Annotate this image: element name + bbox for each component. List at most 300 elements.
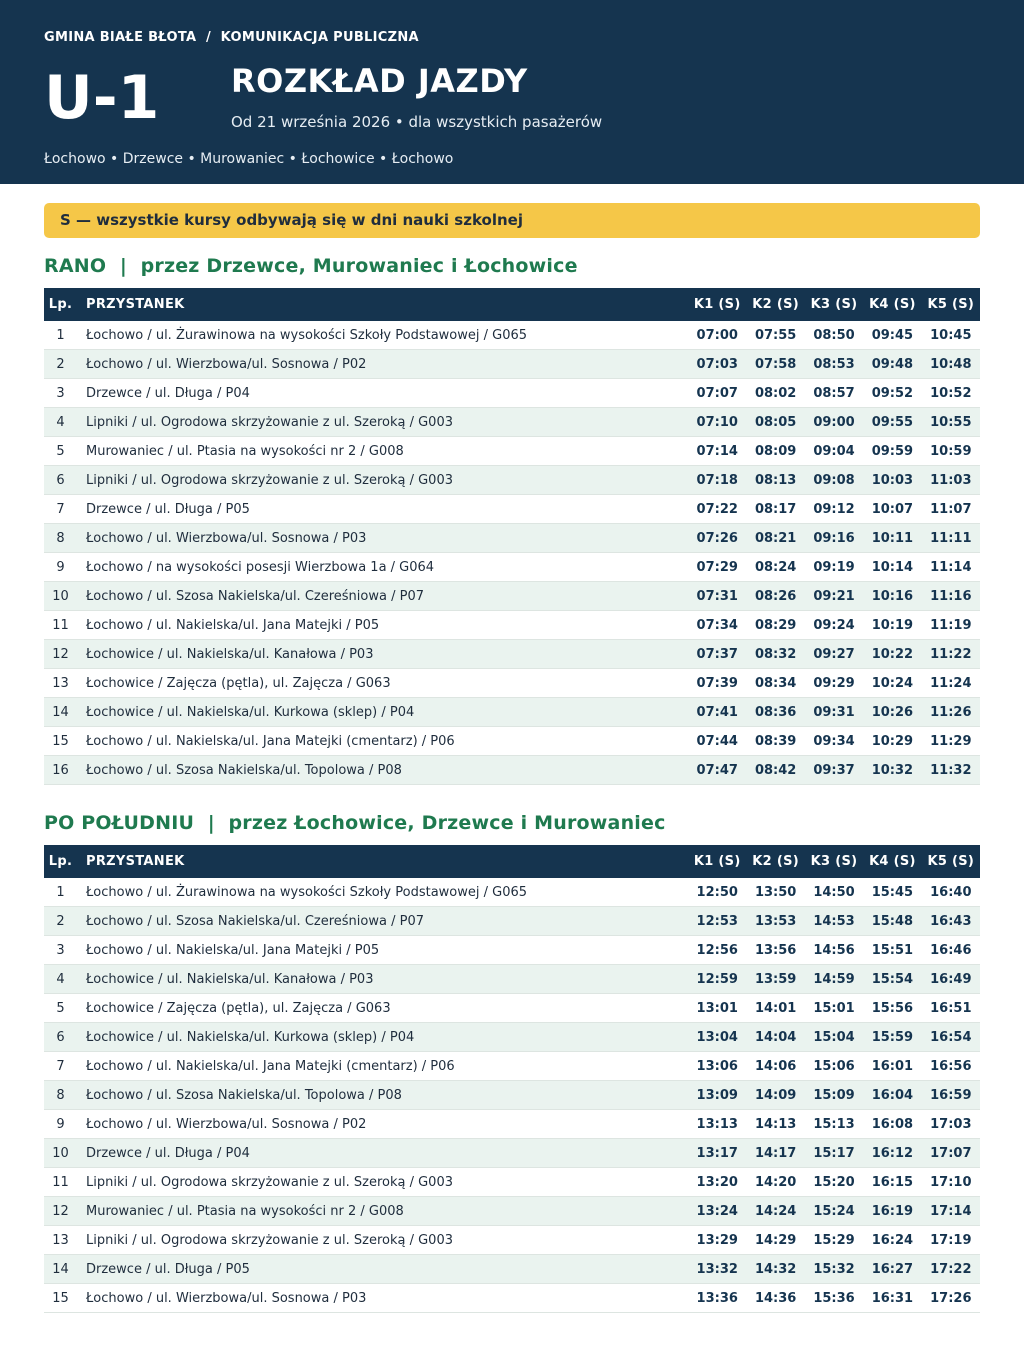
school-days-notice: S — wszystkie kursy odbywają się w dni nauki szkolnej [44,203,980,238]
departure-time: 14:20 [746,1168,804,1197]
departure-time: 13:09 [688,1081,746,1110]
row-spacer [77,524,86,553]
departure-time: 09:45 [863,321,921,350]
stop-name: Murowaniec / ul. Ptasia na wysokości nr 2 / G008 [86,1197,688,1226]
row-number: 14 [44,1255,77,1284]
row-spacer [77,437,86,466]
departure-time: 09:19 [805,553,863,582]
departure-time: 07:00 [688,321,746,350]
departure-time: 13:59 [746,965,804,994]
departure-time: 07:22 [688,495,746,524]
departure-time: 11:26 [922,698,980,727]
row-number: 4 [44,408,77,437]
departure-time: 13:20 [688,1168,746,1197]
stop-name: Lipniki / ul. Ogrodowa skrzyżowanie z ul. Szeroką / G003 [86,1168,688,1197]
departure-time: 10:19 [863,611,921,640]
departure-time: 11:03 [922,466,980,495]
departure-time: 13:56 [746,936,804,965]
stop-name: Łochowice / Zajęcza (pętla), ul. Zajęcza / G063 [86,669,688,698]
column-header-trip: K1 (S) [688,288,746,321]
departure-time: 16:40 [922,878,980,907]
row-number: 2 [44,907,77,936]
row-number: 9 [44,1110,77,1139]
departure-time: 14:32 [746,1255,804,1284]
departure-time: 07:39 [688,669,746,698]
departure-time: 16:24 [863,1226,921,1255]
stop-name: Łochowo / ul. Szosa Nakielska/ul. Topolowa / P08 [86,756,688,785]
departure-time: 07:44 [688,727,746,756]
departure-time: 08:02 [746,379,804,408]
departure-time: 09:16 [805,524,863,553]
departure-time: 07:41 [688,698,746,727]
row-spacer [77,907,86,936]
stop-name: Łochowo / ul. Nakielska/ul. Jana Matejki / P05 [86,611,688,640]
departure-time: 17:26 [922,1284,980,1313]
departure-time: 15:45 [863,878,921,907]
departure-time: 15:54 [863,965,921,994]
row-spacer [77,756,86,785]
row-number: 1 [44,878,77,907]
table-row [44,611,980,640]
departure-time: 16:54 [922,1023,980,1052]
departure-time: 15:36 [805,1284,863,1313]
row-number: 12 [44,1197,77,1226]
departure-time: 07:10 [688,408,746,437]
stop-name: Łochowice / ul. Nakielska/ul. Kurkowa (sklep) / P04 [86,698,688,727]
departure-time: 14:24 [746,1197,804,1226]
departure-time: 08:13 [746,466,804,495]
row-number: 6 [44,1023,77,1052]
departure-time: 10:07 [863,495,921,524]
departure-time: 09:52 [863,379,921,408]
table-row [44,669,980,698]
row-spacer [77,553,86,582]
departure-time: 09:34 [805,727,863,756]
departure-time: 09:31 [805,698,863,727]
row-number: 3 [44,379,77,408]
stop-name: Łochowo / ul. Żurawinowa na wysokości Szkoły Podstawowej / G065 [86,878,688,907]
departure-time: 17:07 [922,1139,980,1168]
departure-time: 10:32 [863,756,921,785]
departure-time: 08:09 [746,437,804,466]
departure-time: 11:07 [922,495,980,524]
row-number: 11 [44,1168,77,1197]
departure-time: 08:05 [746,408,804,437]
afternoon-timetable [44,845,980,1313]
column-header-stop: PRZYSTANEK [86,288,688,321]
departure-time: 11:16 [922,582,980,611]
departure-time: 14:09 [746,1081,804,1110]
departure-time: 09:12 [805,495,863,524]
row-spacer [77,727,86,756]
departure-time: 09:59 [863,437,921,466]
departure-time: 07:58 [746,350,804,379]
row-spacer [77,878,86,907]
table-row [44,466,980,495]
departure-time: 15:06 [805,1052,863,1081]
column-header-spacer [77,845,86,878]
row-spacer [77,321,86,350]
row-number: 7 [44,495,77,524]
departure-time: 16:08 [863,1110,921,1139]
departure-time: 13:04 [688,1023,746,1052]
departure-time: 07:55 [746,321,804,350]
row-number: 13 [44,1226,77,1255]
stop-name: Łochowo / ul. Szosa Nakielska/ul. Czereśniowa / P07 [86,907,688,936]
table-row [44,1284,980,1313]
column-header-trip: K3 (S) [805,288,863,321]
departure-time: 15:13 [805,1110,863,1139]
departure-time: 16:43 [922,907,980,936]
table-header-row [44,288,980,321]
stop-name: Łochowice / ul. Nakielska/ul. Kurkowa (sklep) / P04 [86,1023,688,1052]
departure-time: 09:27 [805,640,863,669]
table-row [44,1168,980,1197]
row-spacer [77,936,86,965]
departure-time: 11:32 [922,756,980,785]
row-number: 15 [44,727,77,756]
table-row [44,1139,980,1168]
departure-time: 11:14 [922,553,980,582]
departure-time: 11:22 [922,640,980,669]
table-row [44,727,980,756]
table-row [44,350,980,379]
table-row [44,437,980,466]
departure-time: 17:19 [922,1226,980,1255]
departure-time: 11:24 [922,669,980,698]
departure-time: 07:31 [688,582,746,611]
row-number: 13 [44,669,77,698]
departure-time: 16:12 [863,1139,921,1168]
stop-name: Drzewce / ul. Długa / P04 [86,1139,688,1168]
departure-time: 10:48 [922,350,980,379]
departure-time: 15:59 [863,1023,921,1052]
row-spacer [77,1284,86,1313]
departure-time: 17:22 [922,1255,980,1284]
departure-time: 16:19 [863,1197,921,1226]
row-number: 12 [44,640,77,669]
stop-name: Łochowo / ul. Wierzbowa/ul. Sosnowa / P03 [86,1284,688,1313]
row-spacer [77,350,86,379]
departure-time: 17:03 [922,1110,980,1139]
departure-time: 16:51 [922,994,980,1023]
departure-time: 15:51 [863,936,921,965]
row-spacer [77,379,86,408]
row-spacer [77,1139,86,1168]
departure-time: 13:29 [688,1226,746,1255]
table-row [44,1226,980,1255]
row-spacer [77,669,86,698]
departure-time: 08:36 [746,698,804,727]
table-row [44,379,980,408]
column-header-trip: K5 (S) [922,845,980,878]
stop-name: Łochowo / ul. Nakielska/ul. Jana Matejki (cmentarz) / P06 [86,1052,688,1081]
departure-time: 14:17 [746,1139,804,1168]
row-spacer [77,1023,86,1052]
departure-time: 07:03 [688,350,746,379]
route-stops-line: Łochowo • Drzewce • Murowaniec • Łochowice • Łochowo [44,151,454,167]
departure-time: 09:04 [805,437,863,466]
morning-timetable [44,288,980,785]
departure-time: 08:26 [746,582,804,611]
row-number: 5 [44,994,77,1023]
row-number: 10 [44,1139,77,1168]
departure-time: 07:29 [688,553,746,582]
row-spacer [77,994,86,1023]
departure-time: 15:04 [805,1023,863,1052]
row-number: 2 [44,350,77,379]
row-number: 4 [44,965,77,994]
departure-time: 09:00 [805,408,863,437]
column-header-trip: K5 (S) [922,288,980,321]
row-spacer [77,611,86,640]
departure-time: 10:22 [863,640,921,669]
row-spacer [77,1255,86,1284]
departure-time: 10:52 [922,379,980,408]
departure-time: 10:11 [863,524,921,553]
departure-time: 12:53 [688,907,746,936]
departure-time: 12:56 [688,936,746,965]
departure-time: 09:24 [805,611,863,640]
departure-time: 16:31 [863,1284,921,1313]
morning-section-title: RANO | przez Drzewce, Murowaniec i Łochowice [44,255,578,277]
departure-time: 07:14 [688,437,746,466]
departure-time: 16:59 [922,1081,980,1110]
departure-time: 17:14 [922,1197,980,1226]
departure-time: 13:53 [746,907,804,936]
departure-time: 08:53 [805,350,863,379]
stop-name: Łochowice / Zajęcza (pętla), ul. Zajęcza / G063 [86,994,688,1023]
departure-time: 10:14 [863,553,921,582]
row-spacer [77,1226,86,1255]
departure-time: 14:06 [746,1052,804,1081]
departure-time: 13:32 [688,1255,746,1284]
departure-time: 13:24 [688,1197,746,1226]
departure-time: 07:07 [688,379,746,408]
row-number: 3 [44,936,77,965]
departure-time: 15:20 [805,1168,863,1197]
departure-time: 08:39 [746,727,804,756]
row-number: 15 [44,1284,77,1313]
departure-time: 14:50 [805,878,863,907]
departure-time: 09:55 [863,408,921,437]
stop-name: Łochowo / ul. Szosa Nakielska/ul. Czereśniowa / P07 [86,582,688,611]
departure-time: 08:29 [746,611,804,640]
table-row [44,1110,980,1139]
stop-name: Łochowice / ul. Nakielska/ul. Kanałowa / P03 [86,640,688,669]
departure-time: 08:32 [746,640,804,669]
row-number: 8 [44,1081,77,1110]
departure-time: 09:08 [805,466,863,495]
row-spacer [77,1052,86,1081]
table-row [44,321,980,350]
stop-name: Łochowo / ul. Wierzbowa/ul. Sosnowa / P02 [86,1110,688,1139]
table-row [44,1081,980,1110]
row-spacer [77,408,86,437]
departure-time: 10:59 [922,437,980,466]
departure-time: 12:50 [688,878,746,907]
table-row [44,1255,980,1284]
departure-time: 09:21 [805,582,863,611]
departure-time: 14:01 [746,994,804,1023]
afternoon-section-title: PO POŁUDNIU | przez Łochowice, Drzewce i Murowaniec [44,812,666,834]
stop-name: Łochowo / ul. Szosa Nakielska/ul. Topolowa / P08 [86,1081,688,1110]
departure-time: 16:04 [863,1081,921,1110]
departure-time: 08:34 [746,669,804,698]
column-header-spacer [77,288,86,321]
column-header-trip: K2 (S) [746,288,804,321]
route-number: U-1 [44,63,160,133]
departure-time: 10:03 [863,466,921,495]
row-spacer [77,582,86,611]
table-row [44,878,980,907]
table-row [44,907,980,936]
departure-time: 16:56 [922,1052,980,1081]
row-spacer [77,1081,86,1110]
row-spacer [77,1197,86,1226]
departure-time: 08:21 [746,524,804,553]
page-subtitle: Od 21 września 2026 • dla wszystkich pasażerów [231,113,603,131]
stop-name: Łochowo / na wysokości posesji Wierzbowa 1a / G064 [86,553,688,582]
departure-time: 08:24 [746,553,804,582]
table-row [44,1023,980,1052]
departure-time: 10:29 [863,727,921,756]
row-number: 1 [44,321,77,350]
stop-name: Łochowo / ul. Wierzbowa/ul. Sosnowa / P02 [86,350,688,379]
column-header-trip: K3 (S) [805,845,863,878]
departure-time: 10:24 [863,669,921,698]
row-spacer [77,1110,86,1139]
table-row [44,640,980,669]
departure-time: 13:50 [746,878,804,907]
departure-time: 07:34 [688,611,746,640]
departure-time: 13:17 [688,1139,746,1168]
departure-time: 16:46 [922,936,980,965]
table-row [44,495,980,524]
departure-time: 08:17 [746,495,804,524]
row-spacer [77,495,86,524]
row-spacer [77,1168,86,1197]
table-row [44,965,980,994]
departure-time: 08:42 [746,756,804,785]
table-header-row [44,845,980,878]
column-header-trip: K4 (S) [863,288,921,321]
stop-name: Łochowice / ul. Nakielska/ul. Kanałowa / P03 [86,965,688,994]
row-spacer [77,466,86,495]
departure-time: 15:48 [863,907,921,936]
departure-time: 14:56 [805,936,863,965]
stop-name: Drzewce / ul. Długa / P05 [86,1255,688,1284]
departure-time: 16:15 [863,1168,921,1197]
stop-name: Murowaniec / ul. Ptasia na wysokości nr 2 / G008 [86,437,688,466]
table-row [44,553,980,582]
row-spacer [77,698,86,727]
departure-time: 10:45 [922,321,980,350]
table-row [44,1197,980,1226]
departure-time: 17:10 [922,1168,980,1197]
stop-name: Lipniki / ul. Ogrodowa skrzyżowanie z ul. Szeroką / G003 [86,466,688,495]
column-header-lp: Lp. [44,288,77,321]
departure-time: 15:56 [863,994,921,1023]
departure-time: 14:13 [746,1110,804,1139]
row-number: 11 [44,611,77,640]
row-spacer [77,640,86,669]
row-number: 10 [44,582,77,611]
row-number: 9 [44,553,77,582]
column-header-trip: K4 (S) [863,845,921,878]
departure-time: 13:13 [688,1110,746,1139]
departure-time: 15:09 [805,1081,863,1110]
stop-name: Lipniki / ul. Ogrodowa skrzyżowanie z ul. Szeroką / G003 [86,408,688,437]
departure-time: 16:01 [863,1052,921,1081]
row-number: 7 [44,1052,77,1081]
departure-time: 13:36 [688,1284,746,1313]
stop-name: Łochowo / ul. Nakielska/ul. Jana Matejki (cmentarz) / P06 [86,727,688,756]
table-row [44,524,980,553]
departure-time: 15:24 [805,1197,863,1226]
table-row [44,994,980,1023]
table-row [44,1052,980,1081]
departure-time: 07:18 [688,466,746,495]
row-number: 5 [44,437,77,466]
column-header-stop: PRZYSTANEK [86,845,688,878]
departure-time: 14:29 [746,1226,804,1255]
stop-name: Łochowo / ul. Żurawinowa na wysokości Szkoły Podstawowej / G065 [86,321,688,350]
departure-time: 11:19 [922,611,980,640]
departure-time: 14:04 [746,1023,804,1052]
table-row [44,756,980,785]
departure-time: 11:29 [922,727,980,756]
row-number: 16 [44,756,77,785]
departure-time: 07:26 [688,524,746,553]
departure-time: 16:27 [863,1255,921,1284]
row-number: 14 [44,698,77,727]
page-title: ROZKŁAD JAZDY [231,62,528,100]
column-header-trip: K1 (S) [688,845,746,878]
departure-time: 08:50 [805,321,863,350]
departure-time: 09:37 [805,756,863,785]
departure-time: 15:17 [805,1139,863,1168]
departure-time: 15:29 [805,1226,863,1255]
departure-time: 14:59 [805,965,863,994]
departure-time: 11:11 [922,524,980,553]
departure-time: 08:57 [805,379,863,408]
table-row [44,582,980,611]
column-header-lp: Lp. [44,845,77,878]
departure-time: 09:29 [805,669,863,698]
organization-label: GMINA BIAŁE BŁOTA / KOMUNIKACJA PUBLICZNA [44,30,419,45]
table-row [44,936,980,965]
departure-time: 09:48 [863,350,921,379]
departure-time: 10:16 [863,582,921,611]
stop-name: Lipniki / ul. Ogrodowa skrzyżowanie z ul. Szeroką / G003 [86,1226,688,1255]
departure-time: 15:32 [805,1255,863,1284]
departure-time: 15:01 [805,994,863,1023]
stop-name: Łochowo / ul. Wierzbowa/ul. Sosnowa / P03 [86,524,688,553]
row-spacer [77,965,86,994]
departure-time: 12:59 [688,965,746,994]
departure-time: 07:37 [688,640,746,669]
departure-time: 10:26 [863,698,921,727]
departure-time: 14:53 [805,907,863,936]
row-number: 8 [44,524,77,553]
departure-time: 14:36 [746,1284,804,1313]
row-number: 6 [44,466,77,495]
stop-name: Drzewce / ul. Długa / P05 [86,495,688,524]
stop-name: Drzewce / ul. Długa / P04 [86,379,688,408]
stop-name: Łochowo / ul. Nakielska/ul. Jana Matejki / P05 [86,936,688,965]
page-header [0,0,1024,184]
